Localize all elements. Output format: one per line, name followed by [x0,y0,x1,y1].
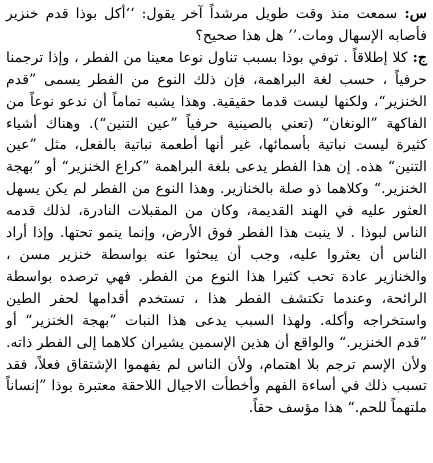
answer-label: ج: [412,49,427,66]
question-label: س: [404,6,428,22]
answer-paragraph [6,48,427,420]
answer-text: كلا إطلاقاً . توفي بوذا بسبب تناول نوعا معينا من الفطر ، وإذا ترجمنا حرفياً ، حسب لغة البراهمة، فإن ذلك النوع من الفطر يسمى ”قدم الخنزير“، ولكنها ليست قدما حقيقية. وهذا يشبه تماماً أن ندعو نوعاً من الفاكهة ”الونغان“ (تعني بالصينية حرفياً ”عين التنين“). وهناك أشياء كثيرة ليست نباتية بأسمائها، غير أنها أطعمة نباتية بالفعل، مثل ”عين التنين“ هذه. إن هذا الفطر يدعى بلغة البراهمة ”كراع الخنزير“ أو ”بهجة الخنزير.“ وكلاهما ذو صلة بالخنازير. وهذا النوع من الفطر لم يكن يسهل العثور عليه في الهند القديمة، وكان من المقبلات النادرة، لذلك قدمه الناس لبوذا . لا ينبت هذا الفطر فوق الأرض، وإنما ينمو تحتها. وإذا أراد الناس أن يعثروا عليه، وجب أن يبحثوا عنه بواسطة خنزير مسن ، والخنازير عادة تحب كثيرا هذا النوع من الفطر. فهي ترصده بواسطة الرائحة، وعندما تكتشف الفطر هذا ، تستخدم أقدامها لحفر الطين واستخراجه وأكله. ولهذا السبب يدعى هذا النبات ”بهجة الخنزير“ أو ”قدم الخنزير.“ والواقع أن هذين الإسمين يشيران كلاهما إلى الفطر ذاته. ولأن الإسم ترجم بلا اهتمام، ولأن الناس لم يفهموا الإشتقاق فعلاً، فقد تسبب ذلك في أساءة الفهم وأخطأت الاجيال اللاحقة معتبرة بوذا ”إنساناً ملتهماً للحم.“ هذا مؤسف حقاً. [6,49,427,417]
question-paragraph [6,4,427,48]
question-text: سمعت منذ وقت طويل مرشداً آخر يقول: ‘‘أكل بوذا قدم خنزير فأصابه الإسهال ومات.’’ هل هذا صحيح؟ [6,6,427,44]
